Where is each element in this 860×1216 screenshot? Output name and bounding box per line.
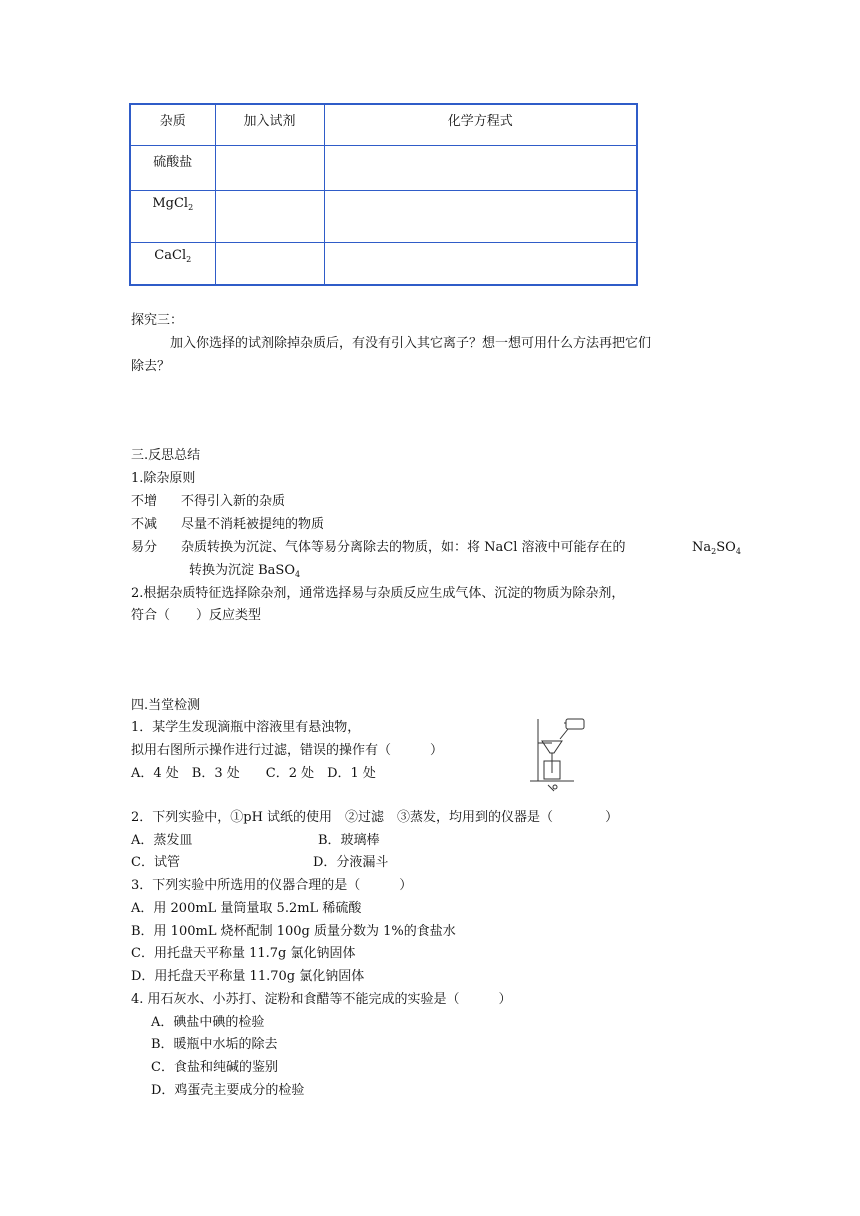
table-header-row <box>130 104 637 145</box>
table-row <box>130 190 637 242</box>
question-3: 3．下列实验中所选用的仪器合理的是（ ） <box>131 878 413 893</box>
question-4-option-b: B．暖瓶中水垢的除去 <box>151 1037 278 1052</box>
test-heading: 四.当堂检测 <box>131 698 201 713</box>
question-4-option-d: D．鸡蛋壳主要成分的检验 <box>151 1083 305 1098</box>
question-3-option-a: A．用 200mL 量筒量取 5.2mL 稀硫酸 <box>131 901 362 916</box>
cell-equation <box>324 190 637 242</box>
cell-impurity: 硫酸盐 <box>130 145 215 190</box>
rule-text: 杂质转换为沉淀、气体等易分离除去的物质，如：将 NaCl 溶液中可能存在的 <box>181 540 626 555</box>
question-1: 1．某学生发现滴瓶中溶液里有悬浊物， <box>131 720 361 735</box>
cell-equation <box>324 145 637 190</box>
cell-reagent <box>215 145 324 190</box>
cell-equation <box>324 242 637 285</box>
summary-reagent-text-2: 符合（ ）反应类型 <box>131 608 262 623</box>
header-equation: 化学方程式 <box>324 104 637 145</box>
question-2-option-b: B．玻璃棒 <box>318 833 380 848</box>
question-4-option-c: C．食盐和纯碱的鉴别 <box>151 1060 278 1075</box>
explore3-heading: 探究三： <box>131 313 184 328</box>
summary-reagent-text: 2.根据杂质特征选择除杂剂，通常选择易与杂质反应生成气体、沉淀的物质为除杂剂， <box>131 586 625 601</box>
question-3-option-b: B．用 100mL 烧杯配制 100g 质量分数为 1%的食盐水 <box>131 924 456 939</box>
explore3-text-line1: 加入你选择的试剂除掉杂质后，有没有引入其它离子？想一想可用什么方法再把它们 <box>170 336 652 351</box>
filtration-apparatus-icon <box>528 715 588 793</box>
question-2: 2．下列实验中，①pH 试纸的使用 ②过滤 ③蒸发，均用到的仪器是（ ） <box>131 810 619 825</box>
question-2-option-d: D．分液漏斗 <box>313 855 389 870</box>
table-row <box>130 242 637 285</box>
question-4: 4. 用石灰水、小苏打、淀粉和食醋等不能完成的实验是（ ） <box>131 992 512 1007</box>
cell-reagent <box>215 242 324 285</box>
cell-impurity: CaCl$_2$ <box>130 242 215 285</box>
cell-impurity: MgCl$_2$ <box>130 190 215 242</box>
rule-text-continued: 转换为沉淀 BaSO$_4$ <box>189 563 301 579</box>
rule-key: 不减 <box>131 517 158 532</box>
rule-text: 不得引入新的杂质 <box>181 494 286 509</box>
question-3-option-c: C．用托盘天平称量 11.7g 氯化钠固体 <box>131 946 356 961</box>
question-3-option-d: D．用托盘天平称量 11.70g 氯化钠固体 <box>131 969 365 984</box>
rule-key: 易分 <box>131 540 158 555</box>
rule-key: 不增 <box>131 494 158 509</box>
header-reagent: 加入试剂 <box>215 104 324 145</box>
formula-na2so4: $Na_2SO_4$ <box>692 540 741 556</box>
impurity-table <box>129 103 638 286</box>
table-row <box>130 145 637 190</box>
question-1-options: A．4 处 B．3 处 C．2 处 D．1 处 <box>131 766 376 781</box>
question-2-option-a: A．蒸发皿 <box>131 833 193 848</box>
question-4-option-a: A．碘盐中碘的检验 <box>151 1015 265 1030</box>
summary-principle-title: 1.除杂原则 <box>131 471 196 486</box>
summary-heading: 三.反思总结 <box>131 448 201 463</box>
header-impurity: 杂质 <box>130 104 215 145</box>
question-1-cont: 拟用右图所示操作进行过滤，错误的操作有（ ） <box>131 743 444 758</box>
cell-reagent <box>215 190 324 242</box>
rule-text: 尽量不消耗被提纯的物质 <box>181 517 325 532</box>
question-2-option-c: C．试管 <box>131 855 180 870</box>
explore3-text-line2: 除去？ <box>131 359 171 374</box>
